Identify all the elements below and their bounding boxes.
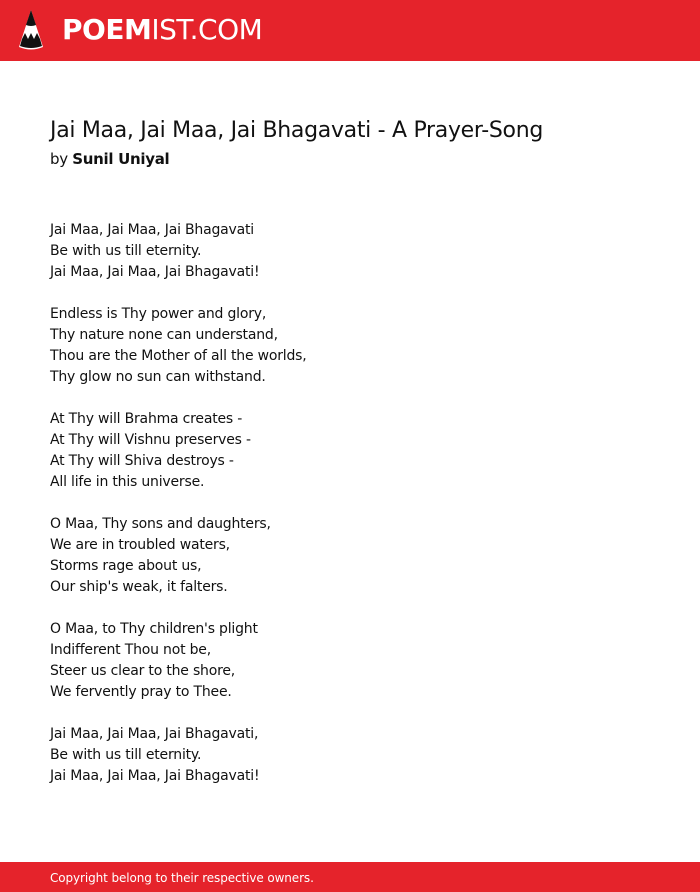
poem-line: At Thy will Shiva destroys - [50, 453, 234, 469]
poem-line: Storms rage about us, [50, 558, 202, 574]
by-label: by [50, 150, 68, 168]
poem-line: Jai Maa, Jai Maa, Jai Bhagavati [50, 222, 254, 238]
poem-line: At Thy will Brahma creates - [50, 411, 243, 427]
poem-line: Our ship's weak, it falters. [50, 579, 228, 595]
poem-stanza [50, 220, 650, 283]
logo-text-light: IST.COM [151, 13, 263, 46]
poem-line: Jai Maa, Jai Maa, Jai Bhagavati, [50, 726, 259, 742]
poem-line: Thou are the Mother of all the worlds, [50, 348, 307, 364]
poem-line: We fervently pray to Thee. [50, 684, 232, 700]
poem-line: Steer us clear to the shore, [50, 663, 235, 679]
poem-line: Indifferent Thou not be, [50, 642, 211, 658]
poem-line: Thy glow no sun can withstand. [50, 369, 266, 385]
poem-title: Jai Maa, Jai Maa, Jai Bhagavati - A Prayer-Song [50, 118, 544, 143]
site-footer [0, 862, 700, 892]
poem-line: At Thy will Vishnu preserves - [50, 432, 251, 448]
poem-line: Jai Maa, Jai Maa, Jai Bhagavati! [50, 264, 260, 280]
poem-line: Be with us till eternity. [50, 243, 202, 259]
pencil-tip-icon[interactable] [17, 9, 45, 51]
poem-line: Thy nature none can understand, [50, 327, 278, 343]
poem-content [50, 114, 650, 808]
poem-stanza [50, 514, 650, 598]
poem-stanza [50, 619, 650, 703]
poem-stanza [50, 409, 650, 493]
poem-body [50, 220, 650, 787]
site-header [0, 0, 700, 61]
poem-line: O Maa, to Thy children's plight [50, 621, 258, 637]
poem-line: We are in troubled waters, [50, 537, 230, 553]
poem-byline [50, 148, 650, 170]
poem-line: Jai Maa, Jai Maa, Jai Bhagavati! [50, 768, 260, 784]
poem-author: Sunil Uniyal [72, 150, 170, 168]
logo-text-bold: POEM [62, 13, 152, 46]
site-logo[interactable] [62, 12, 262, 48]
poem-line: Endless is Thy power and glory, [50, 306, 267, 322]
poem-stanza [50, 724, 650, 787]
poem-line: All life in this universe. [50, 474, 205, 490]
poem-stanza [50, 304, 650, 388]
copyright-text: Copyright belong to their respective owners. [50, 871, 314, 885]
poem-line: O Maa, Thy sons and daughters, [50, 516, 271, 532]
poem-line: Be with us till eternity. [50, 747, 202, 763]
